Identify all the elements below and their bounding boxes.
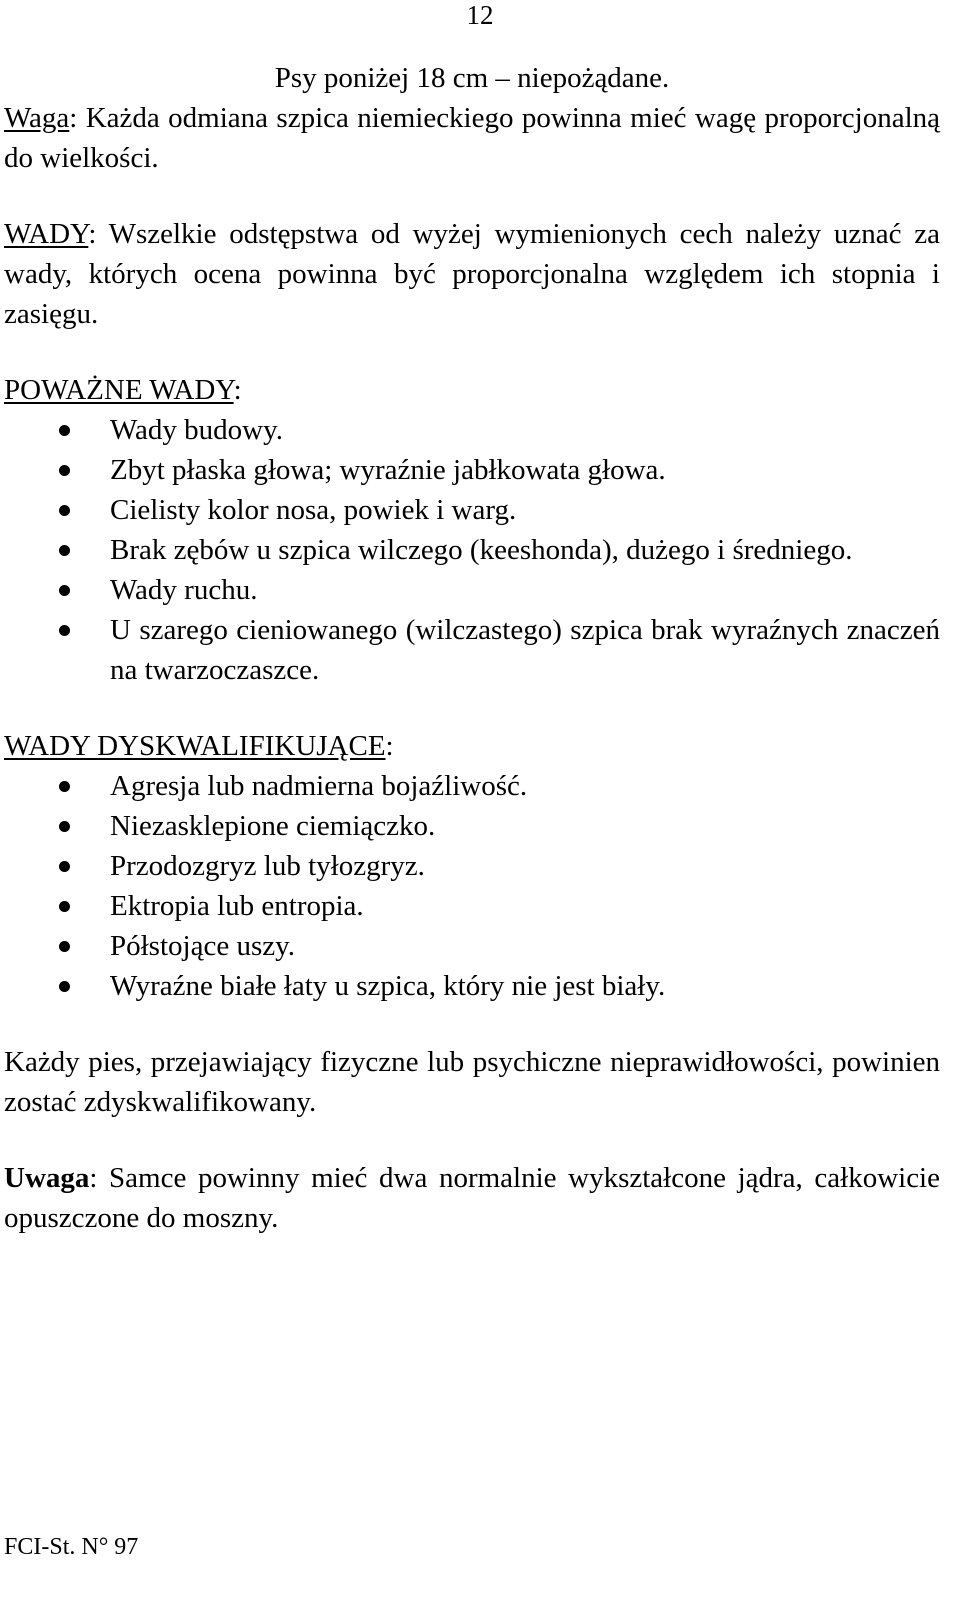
list-item: U szarego cieniowanego (wilczastego) szpica brak wyraźnych znaczeń na twarzoczaszce. [4,610,940,690]
list-item: Niezasklepione ciemiączko. [4,806,940,846]
serious-faults-heading [4,370,940,410]
disqualifying-faults-heading [4,726,940,766]
serious-faults-suffix: : [233,374,242,406]
faults-text: : Wszelkie odstępstwa od wyżej wymienionych cech należy uznać za wady, których ocena powinna być proporcjonalna względem ich stopnia i zasięgu. [4,218,940,330]
spacer [4,1006,940,1042]
disqualifying-faults-list [4,766,940,1006]
disqualifying-faults-label: WADY DYSKWALIFIKUJĄCE [4,730,386,762]
weight-label: Waga [4,102,70,134]
list-item: Wady ruchu. [4,570,940,610]
spacer [4,690,940,726]
list-item: Brak zębów u szpica wilczego (keeshonda), dużego i średniego. [4,530,940,570]
spacer [4,178,940,214]
list-item: Cielisty kolor nosa, powiek i warg. [4,490,940,530]
list-item: Agresja lub nadmierna bojaźliwość. [4,766,940,806]
spacer [4,334,940,370]
page-number: 12 [466,0,494,30]
footer-standard-number: FCI-St. N° 97 [4,1534,139,1560]
serious-faults-label: POWAŻNE WADY [4,374,234,406]
note-paragraph [4,1158,940,1238]
document-body [4,58,940,1238]
faults-label: WADY [4,218,89,250]
list-item: Wady budowy. [4,410,940,450]
note-label: Uwaga [4,1162,90,1194]
serious-faults-list [4,410,940,690]
disqualification-note: Każdy pies, przejawiający fizyczne lub psychiczne nieprawidłowości, powinien zostać zdyskwalifikowany. [4,1046,940,1118]
list-item: Przodozgryz lub tyłozgryz. [4,846,940,886]
weight-text: : Każda odmiana szpica niemieckiego powinna mieć wagę proporcjonalną do wielkości. [4,102,940,174]
spacer [4,1122,940,1158]
list-item: Zbyt płaska głowa; wyraźnie jabłkowata głowa. [4,450,940,490]
list-item: Półstojące uszy. [4,926,940,966]
height-note: Psy poniżej 18 cm – niepożądane. [274,62,670,94]
faults-paragraph [4,214,940,334]
list-item: Wyraźne białe łaty u szpica, który nie jest biały. [4,966,940,1006]
list-item: Ektropia lub entropia. [4,886,940,926]
weight-paragraph [4,98,940,178]
disqualifying-faults-suffix: : [385,730,394,762]
note-text: : Samce powinny mieć dwa normalnie wykształcone jądra, całkowicie opuszczone do moszny. [4,1162,940,1234]
